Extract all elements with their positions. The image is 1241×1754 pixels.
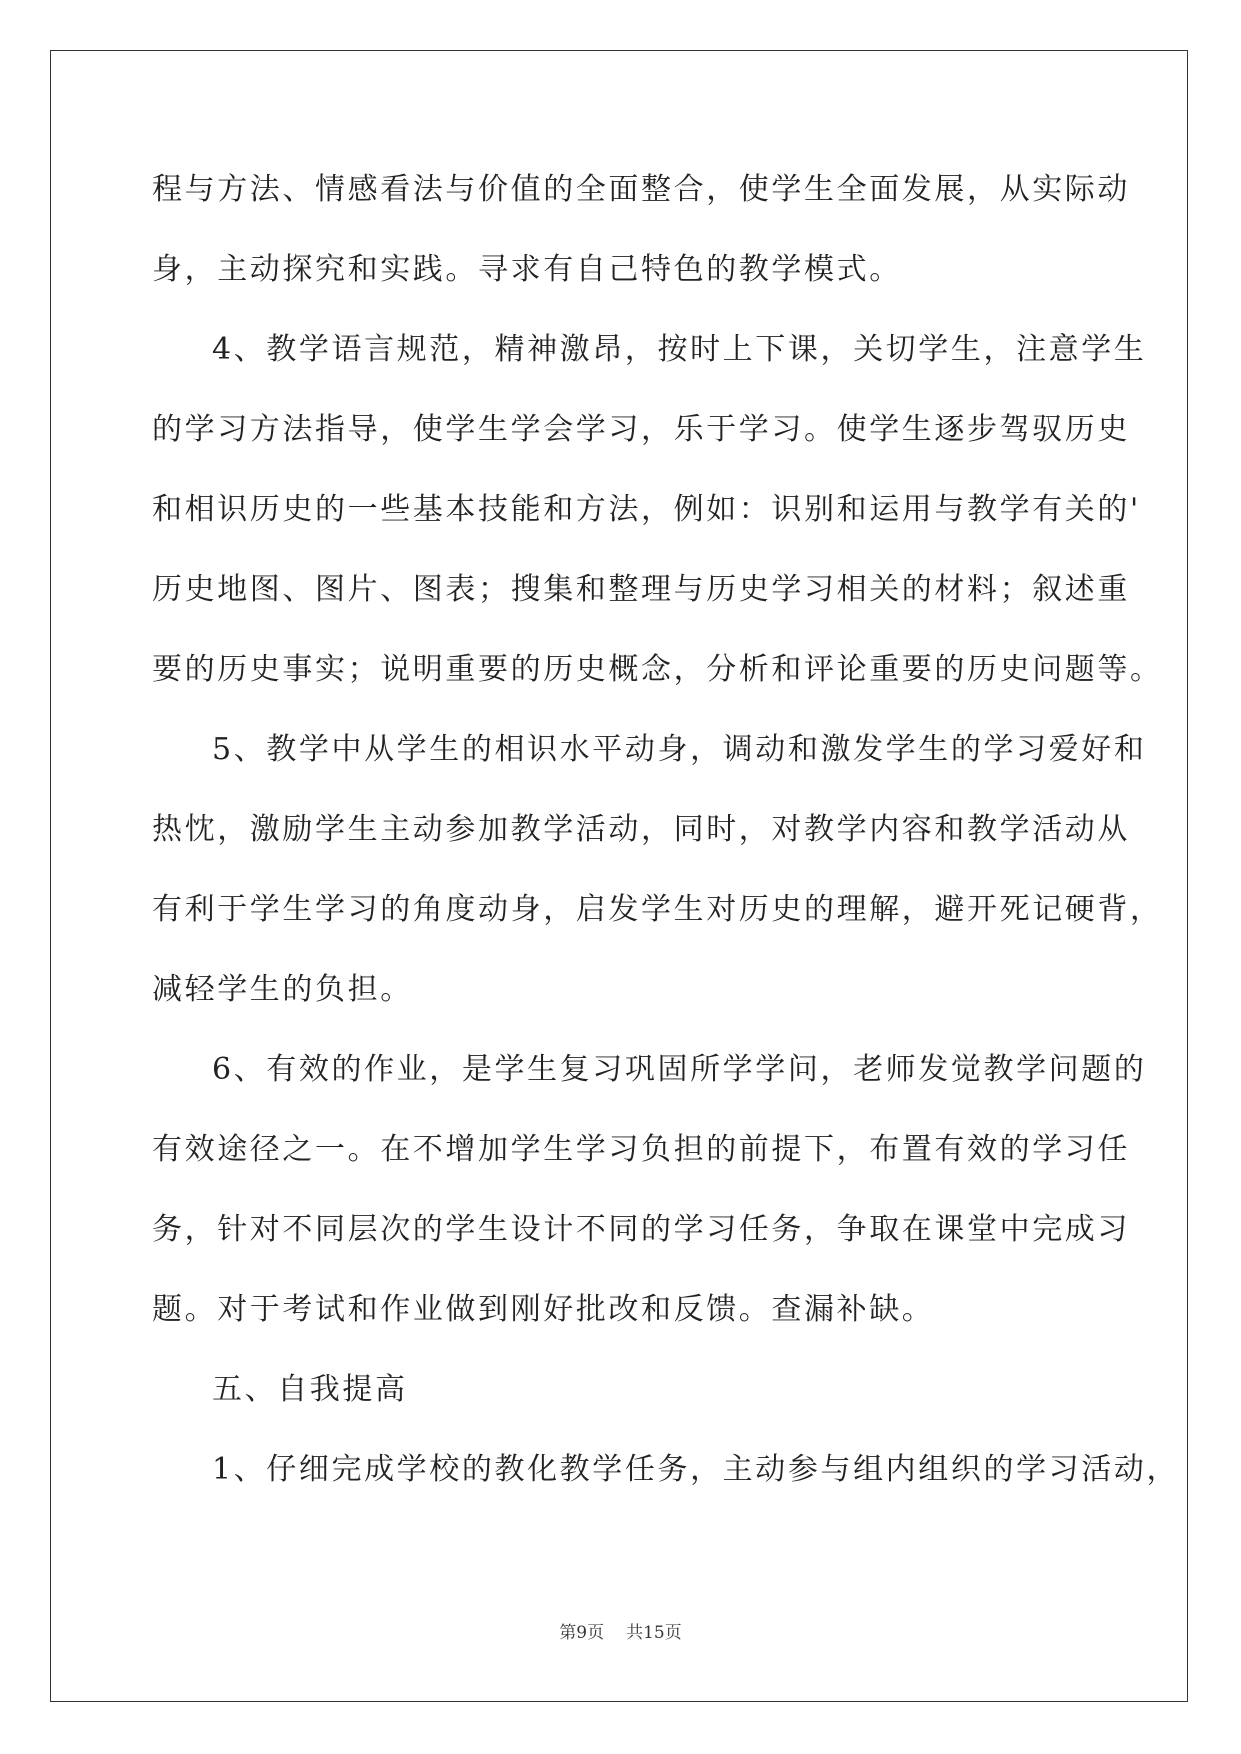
page-footer	[0, 1618, 1241, 1643]
text-line: 的学习方法指导，使学生学会学习，乐于学习。使学生逐步驾驭历史	[152, 412, 1130, 447]
text-line: 历史地图、图片、图表；搜集和整理与历史学习相关的材料；叙述重	[152, 572, 1130, 607]
text-line: 有效途径之一。在不增加学生学习负担的前提下，布置有效的学习任	[152, 1132, 1130, 1167]
section-heading: 五、自我提高	[212, 1372, 408, 1407]
paragraph-start: 5、教学中从学生的相识水平动身，调动和激发学生的学习爱好和	[212, 732, 1147, 767]
text-line: 程与方法、情感看法与价值的全面整合，使学生全面发展，从实际动	[152, 172, 1130, 207]
text-line: 务，针对不同层次的学生设计不同的学习任务，争取在课堂中完成习	[152, 1212, 1130, 1247]
paragraph-start: 1、仔细完成学校的教化教学任务，主动参与组内组织的学习活动，	[212, 1452, 1180, 1487]
page-number: 第9页	[559, 1623, 605, 1643]
text-line: 热忱，激励学生主动参加教学活动，同时，对教学内容和教学活动从	[152, 812, 1130, 847]
text-line: 有利于学生学习的角度动身，启发学生对历史的理解，避开死记硬背，	[152, 892, 1163, 927]
text-line: 和相识历史的一些基本技能和方法，例如：识别和运用与教学有关的'	[152, 492, 1141, 527]
text-line: 要的历史事实；说明重要的历史概念，分析和评论重要的历史问题等。	[152, 652, 1163, 687]
paragraph-start: 4、教学语言规范，精神激昂，按时上下课，关切学生，注意学生	[212, 332, 1147, 367]
paragraph-start: 6、有效的作业，是学生复习巩固所学学问，老师发觉教学问题的	[212, 1052, 1147, 1087]
total-pages: 共15页	[626, 1623, 682, 1643]
text-line: 减轻学生的负担。	[152, 972, 413, 1007]
document-body	[152, 162, 1180, 1522]
text-line: 题。对于考试和作业做到刚好批改和反馈。查漏补缺。	[152, 1292, 935, 1327]
text-line: 身，主动探究和实践。寻求有自己特色的教学模式。	[152, 252, 902, 287]
